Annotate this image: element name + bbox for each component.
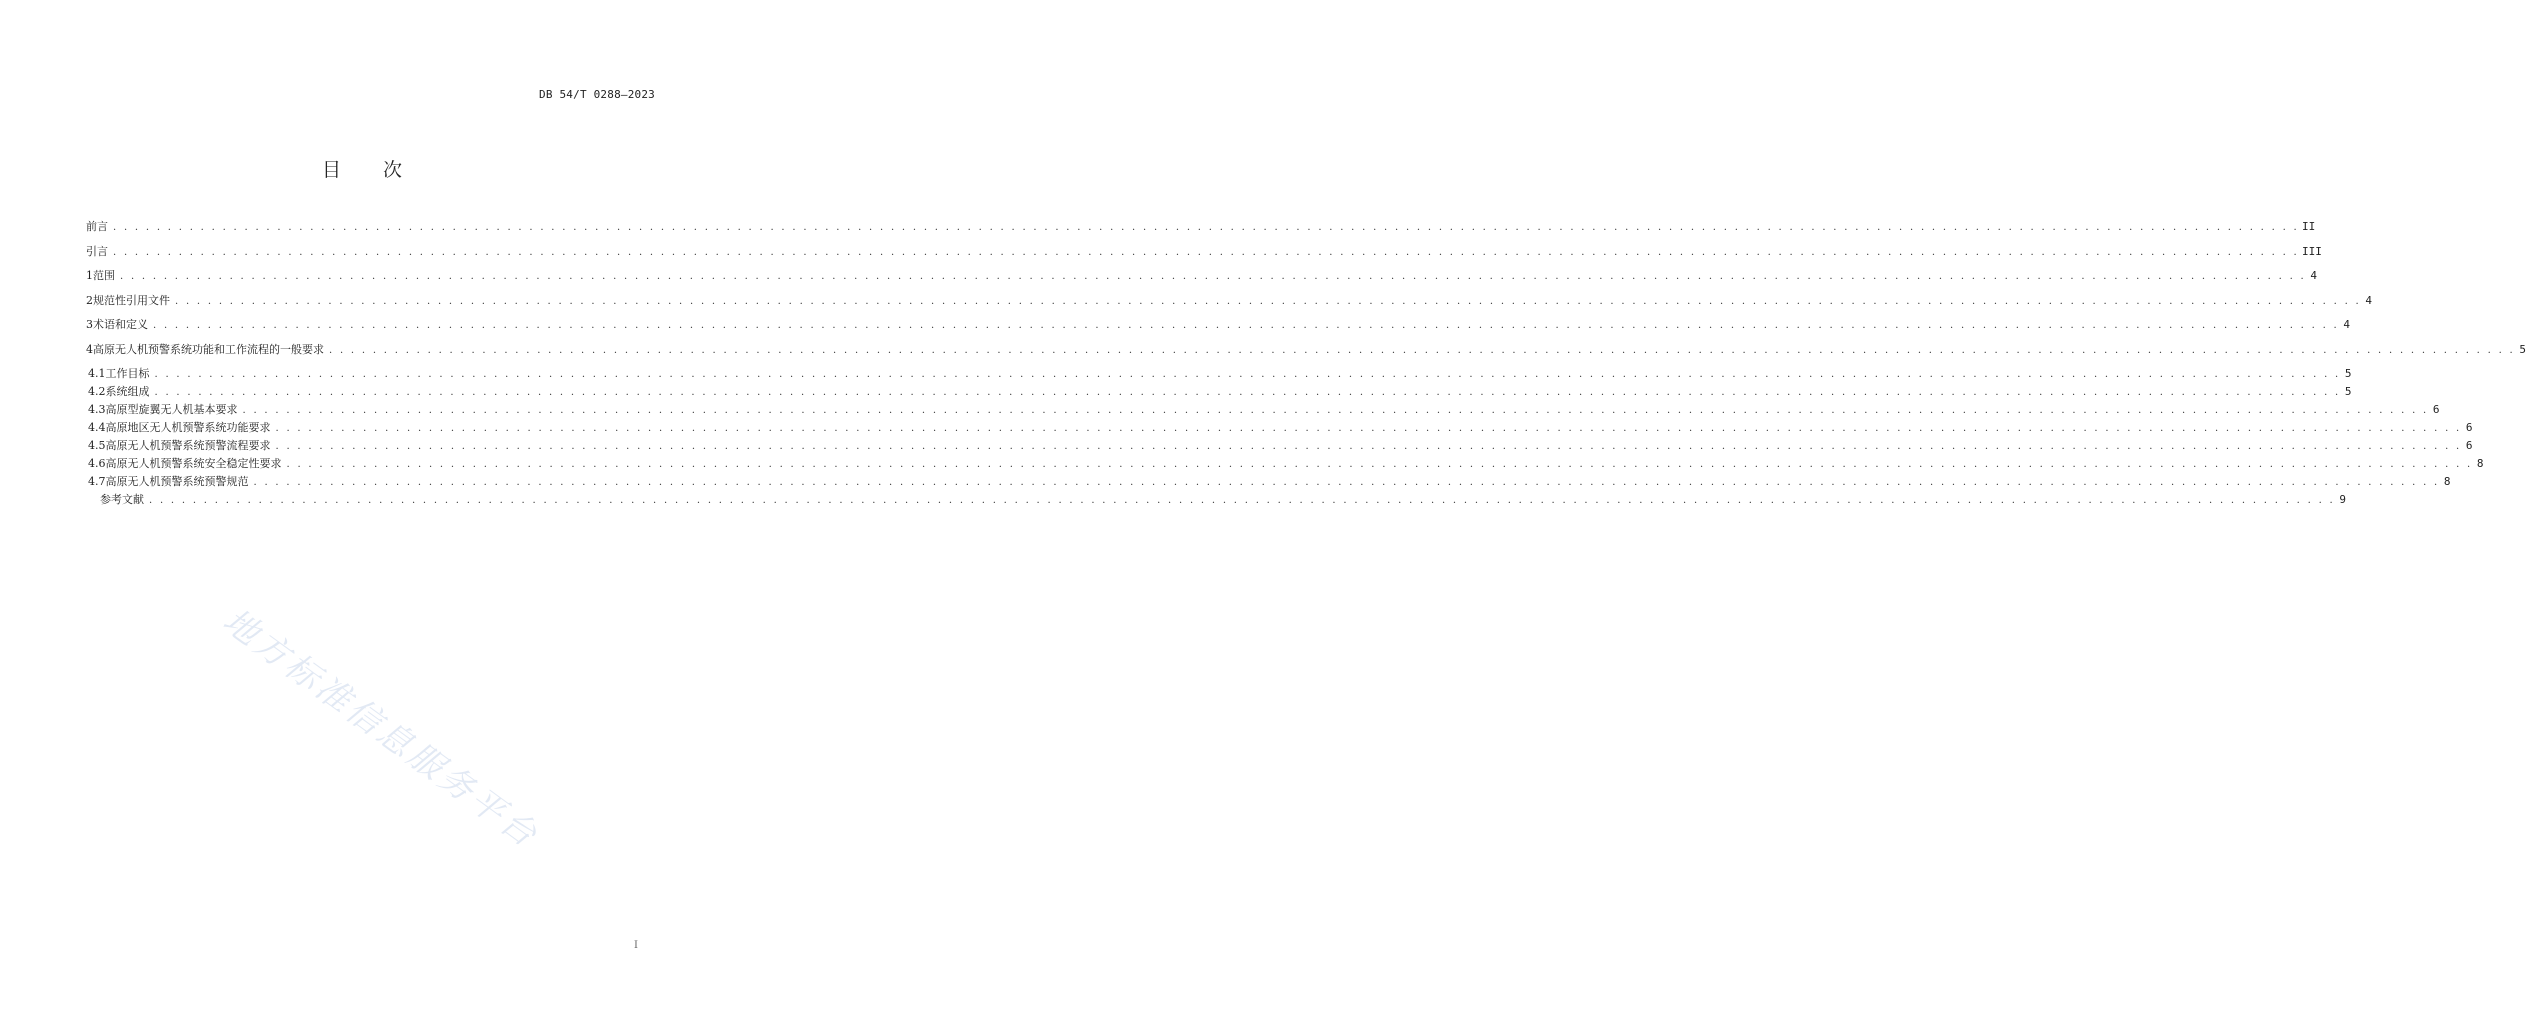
toc-entry[interactable] [86, 292, 2373, 317]
toc-entry[interactable] [86, 455, 2484, 473]
toc-entry-page: 5 [2519, 342, 2526, 356]
toc-entry[interactable] [86, 365, 2352, 383]
toc-entry-page: II [2302, 220, 2316, 233]
dot-leader: . . . . . . . . . . . . . . . . . . . . . . . . . . . . . . . . . . . . . . . . . . . . . . . . . . . . . . . . . . . . . . . . . . . . . . . . . . . . . . . . . . . . . . . . . . . . . . . . . . . . . . . . . . . . . . . . . . . . . . . . . . . . . . . . . . . . . . . . . . . . . . . . . . . . . . . . . . . . . . . . . . . . . . . . . . . . . . . . . . . . . . . . . . . . . . . . . . . . . . . . [175, 295, 2362, 307]
dot-leader: . . . . . . . . . . . . . . . . . . . . . . . . . . . . . . . . . . . . . . . . . . . . . . . . . . . . . . . . . . . . . . . . . . . . . . . . . . . . . . . . . . . . . . . . . . . . . . . . . . . . . . . . . . . . . . . . . . . . . . . . . . . . . . . . . . . . . . . . . . . . . . . . . . . . . . . . . . . . . . . . . . . . . . . . . . . . . . . . . . . . . . . . . . . . . . . . . . . . . . . . [113, 222, 2300, 233]
title-char-1: 目 [321, 159, 341, 181]
toc-entry-title: 高原型旋翼无人机基本要求 [105, 403, 238, 416]
toc-entry-title: 范围 [93, 269, 115, 282]
toc-entry[interactable] [86, 437, 2473, 455]
toc-entry[interactable] [86, 243, 2322, 268]
toc-entry-page: 4 [2343, 318, 2351, 331]
toc-entry-title: 参考文献 [100, 493, 144, 506]
dot-leader: . . . . . . . . . . . . . . . . . . . . . . . . . . . . . . . . . . . . . . . . . . . . . . . . . . . . . . . . . . . . . . . . . . . . . . . . . . . . . . . . . . . . . . . . . . . . . . . . . . . . . . . . . . . . . . . . . . . . . . . . . . . . . . . . . . . . . . . . . . . . . . . . . . . . . . . . . . . . . . . . . . . . . . . . . . . . . . . . . . . . . . . . . . . . . . . . . . . . . . . . [154, 369, 2341, 380]
document-id: DB 54/T 0288—2023 [539, 88, 655, 101]
toc-entry-number: 1 [86, 269, 93, 282]
toc-entry-page: III [2302, 244, 2322, 258]
toc-entry-number: 4 [86, 342, 93, 356]
toc-entry-page: 4 [2365, 293, 2373, 307]
toc-entry-title: 规范性引用文件 [93, 293, 170, 307]
toc-entry[interactable] [86, 267, 2318, 292]
toc-entry[interactable] [86, 419, 2473, 437]
toc-entry-number: 2 [86, 293, 93, 307]
toc-entry-title: 高原无人机预警系统功能和工作流程的一般要求 [93, 342, 324, 356]
toc-entry-page: 6 [2465, 421, 2473, 434]
table-of-contents [86, 218, 2526, 509]
dot-leader: . . . . . . . . . . . . . . . . . . . . . . . . . . . . . . . . . . . . . . . . . . . . . . . . . . . . . . . . . . . . . . . . . . . . . . . . . . . . . . . . . . . . . . . . . . . . . . . . . . . . . . . . . . . . . . . . . . . . . . . . . . . . . . . . . . . . . . . . . . . . . . . . . . . . . . . . . . . . . . . . . . . . . . . . . . . . . . . . . . . . . . . . . . . . . . . . . . . . . . . . [113, 246, 2300, 258]
toc-entry[interactable] [86, 401, 2440, 419]
toc-entry-title: 前言 [86, 220, 108, 233]
title-char-2: 次 [383, 159, 403, 181]
toc-entry-title: 高原无人机预警系统预警流程要求 [105, 439, 271, 452]
dot-leader: . . . . . . . . . . . . . . . . . . . . . . . . . . . . . . . . . . . . . . . . . . . . . . . . . . . . . . . . . . . . . . . . . . . . . . . . . . . . . . . . . . . . . . . . . . . . . . . . . . . . . . . . . . . . . . . . . . . . . . . . . . . . . . . . . . . . . . . . . . . . . . . . . . . . . . . . . . . . . . . . . . . . . . . . . . . . . . . . . . . . . . . . . . . . . . . . . . . . . . . . [253, 477, 2440, 488]
toc-entry-title: 术语和定义 [93, 318, 148, 331]
dot-leader: . . . . . . . . . . . . . . . . . . . . . . . . . . . . . . . . . . . . . . . . . . . . . . . . . . . . . . . . . . . . . . . . . . . . . . . . . . . . . . . . . . . . . . . . . . . . . . . . . . . . . . . . . . . . . . . . . . . . . . . . . . . . . . . . . . . . . . . . . . . . . . . . . . . . . . . . . . . . . . . . . . . . . . . . . . . . . . . . . . . . . . . . . . . . . . . . . . . . . . . . [154, 387, 2341, 398]
toc-entry-number: 4.5 [88, 439, 106, 452]
toc-entry-number: 4.3 [88, 403, 106, 416]
toc-entry[interactable] [86, 341, 2526, 366]
dot-leader: . . . . . . . . . . . . . . . . . . . . . . . . . . . . . . . . . . . . . . . . . . . . . . . . . . . . . . . . . . . . . . . . . . . . . . . . . . . . . . . . . . . . . . . . . . . . . . . . . . . . . . . . . . . . . . . . . . . . . . . . . . . . . . . . . . . . . . . . . . . . . . . . . . . . . . . . . . . . . . . . . . . . . . . . . . . . . . . . . . . . . . . . . . . . . . . . . . . . . . . . [153, 320, 2340, 331]
toc-entry-page: 5 [2344, 367, 2352, 380]
toc-entry-title: 系统组成 [105, 385, 150, 398]
toc-entry-title: 高原无人机预警系统安全稳定性要求 [105, 457, 282, 470]
toc-entry[interactable] [86, 491, 2347, 509]
dot-leader: . . . . . . . . . . . . . . . . . . . . . . . . . . . . . . . . . . . . . . . . . . . . . . . . . . . . . . . . . . . . . . . . . . . . . . . . . . . . . . . . . . . . . . . . . . . . . . . . . . . . . . . . . . . . . . . . . . . . . . . . . . . . . . . . . . . . . . . . . . . . . . . . . . . . . . . . . . . . . . . . . . . . . . . . . . . . . . . . . . . . . . . . . . . . . . . . . . . . . . . . [120, 271, 2307, 282]
dot-leader: . . . . . . . . . . . . . . . . . . . . . . . . . . . . . . . . . . . . . . . . . . . . . . . . . . . . . . . . . . . . . . . . . . . . . . . . . . . . . . . . . . . . . . . . . . . . . . . . . . . . . . . . . . . . . . . . . . . . . . . . . . . . . . . . . . . . . . . . . . . . . . . . . . . . . . . . . . . . . . . . . . . . . . . . . . . . . . . . . . . . . . . . . . . . . . . . . . . . . . . . [275, 423, 2462, 434]
toc-entry-title: 高原无人机预警系统预警规范 [105, 475, 249, 488]
toc-entry[interactable] [86, 316, 2351, 341]
watermark: 地方标准信息服务平台 [215, 600, 547, 857]
toc-entry-number: 3 [86, 318, 93, 331]
dot-leader: . . . . . . . . . . . . . . . . . . . . . . . . . . . . . . . . . . . . . . . . . . . . . . . . . . . . . . . . . . . . . . . . . . . . . . . . . . . . . . . . . . . . . . . . . . . . . . . . . . . . . . . . . . . . . . . . . . . . . . . . . . . . . . . . . . . . . . . . . . . . . . . . . . . . . . . . . . . . . . . . . . . . . . . . . . . . . . . . . . . . . . . . . . . . . . . . . . . . . . . . [242, 405, 2429, 416]
page-title [0, 155, 724, 182]
toc-entry-number: 4.4 [88, 421, 106, 434]
toc-entry-page: 5 [2344, 385, 2352, 398]
toc-entry-page: 6 [2432, 403, 2440, 416]
toc-entry-number: 4.1 [88, 367, 106, 380]
dot-leader: . . . . . . . . . . . . . . . . . . . . . . . . . . . . . . . . . . . . . . . . . . . . . . . . . . . . . . . . . . . . . . . . . . . . . . . . . . . . . . . . . . . . . . . . . . . . . . . . . . . . . . . . . . . . . . . . . . . . . . . . . . . . . . . . . . . . . . . . . . . . . . . . . . . . . . . . . . . . . . . . . . . . . . . . . . . . . . . . . . . . . . . . . . . . . . . . . . . . . . . . [286, 459, 2473, 470]
toc-entry-title: 工作目标 [105, 367, 150, 380]
dot-leader: . . . . . . . . . . . . . . . . . . . . . . . . . . . . . . . . . . . . . . . . . . . . . . . . . . . . . . . . . . . . . . . . . . . . . . . . . . . . . . . . . . . . . . . . . . . . . . . . . . . . . . . . . . . . . . . . . . . . . . . . . . . . . . . . . . . . . . . . . . . . . . . . . . . . . . . . . . . . . . . . . . . . . . . . . . . . . . . . . . . . . . . . . . . . . . . . . . . . . . . . [275, 441, 2462, 452]
toc-entry-number: 4.2 [88, 385, 106, 398]
toc-entry[interactable] [86, 218, 2316, 243]
toc-entry[interactable] [86, 383, 2352, 401]
toc-entry-number: 4.7 [88, 475, 106, 488]
toc-entry-page: 6 [2465, 439, 2473, 452]
dot-leader: . . . . . . . . . . . . . . . . . . . . . . . . . . . . . . . . . . . . . . . . . . . . . . . . . . . . . . . . . . . . . . . . . . . . . . . . . . . . . . . . . . . . . . . . . . . . . . . . . . . . . . . . . . . . . . . . . . . . . . . . . . . . . . . . . . . . . . . . . . . . . . . . . . . . . . . . . . . . . . . . . . . . . . . . . . . . . . . . . . . . . . . . . . . . . . . . . . . . . . . . [329, 344, 2516, 356]
toc-entry-page: 4 [2310, 269, 2318, 282]
dot-leader: . . . . . . . . . . . . . . . . . . . . . . . . . . . . . . . . . . . . . . . . . . . . . . . . . . . . . . . . . . . . . . . . . . . . . . . . . . . . . . . . . . . . . . . . . . . . . . . . . . . . . . . . . . . . . . . . . . . . . . . . . . . . . . . . . . . . . . . . . . . . . . . . . . . . . . . . . . . . . . . . . . . . . . . . . . . . . . . . . . . . . . . . . . . . . . . . . . . . . . . . [149, 495, 2336, 506]
toc-entry[interactable] [86, 473, 2451, 491]
toc-entry-title: 引言 [86, 244, 108, 258]
toc-entry-title: 高原地区无人机预警系统功能要求 [105, 421, 271, 434]
toc-entry-page: 8 [2476, 457, 2484, 470]
toc-entry-page: 9 [2339, 493, 2347, 506]
toc-entry-number: 4.6 [88, 457, 106, 470]
page-number: I [634, 940, 638, 951]
toc-entry-page: 8 [2443, 475, 2451, 488]
